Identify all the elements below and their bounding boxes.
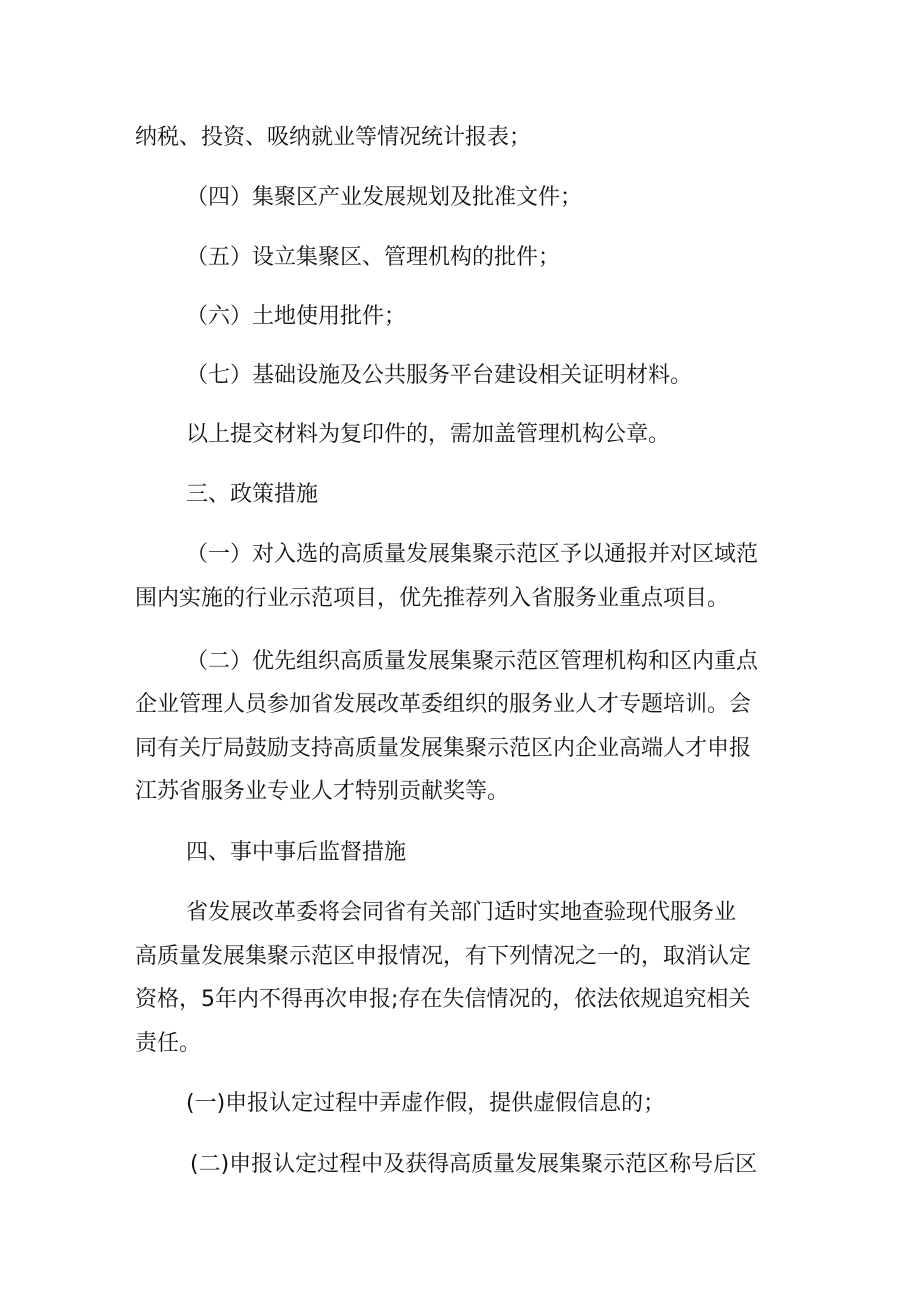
text-line-12: 同有关厅局鼓励支持高质量发展集聚示范区内企业高端人才申报 [135, 736, 752, 761]
text-line-9: 围内实施的行业示范项目，优先推荐列入省服务业重点项目。 [135, 586, 730, 611]
text-line-19: (一)申报认定过程中弄虚作假，提供虚假信息的； [186, 1091, 666, 1116]
text-line-11: 企业管理人员参加省发展改革委组织的服务业人才专题培训。会 [135, 692, 752, 717]
text-line-20: (二)申报认定过程中及获得高质量发展集聚示范区称号后区 [190, 1152, 758, 1177]
text-line-3: （五）设立集聚区、管理机构的批件； [186, 245, 561, 270]
text-line-8: （一）对入选的高质量发展集聚示范区予以通报并对区域范 [186, 542, 759, 567]
text-line-16: 高质量发展集聚示范区申报情况，有下列情况之一的，取消认定 [135, 944, 752, 969]
section-heading-3: 三、政策措施 [186, 482, 319, 507]
text-line-2: （四）集聚区产业发展规划及批准文件； [186, 185, 583, 210]
text-line-13: 江苏省服务业专业人才特别贡献奖等。 [135, 779, 510, 804]
text-line-10: （二）优先组织高质量发展集聚示范区管理机构和区内重点 [186, 649, 759, 674]
text-line-1: 纳税、投资、吸纳就业等情况统计报表； [135, 125, 532, 150]
text-line-18: 责任。 [135, 1031, 202, 1056]
text-line-17: 资格，5年内不得再次申报;存在失信情况的，依法依规追究相关 [135, 987, 751, 1012]
section-heading-4: 四、事中事后监督措施 [186, 840, 407, 865]
text-line-4: （六）土地使用批件； [186, 304, 407, 329]
text-line-15: 省发展改革委将会同省有关部门适时实地查验现代服务业 [186, 900, 737, 925]
text-line-6: 以上提交材料为复印件的，需加盖管理机构公章。 [186, 422, 671, 447]
text-line-5: （七）基础设施及公共服务平台建设相关证明材料。 [186, 363, 693, 388]
